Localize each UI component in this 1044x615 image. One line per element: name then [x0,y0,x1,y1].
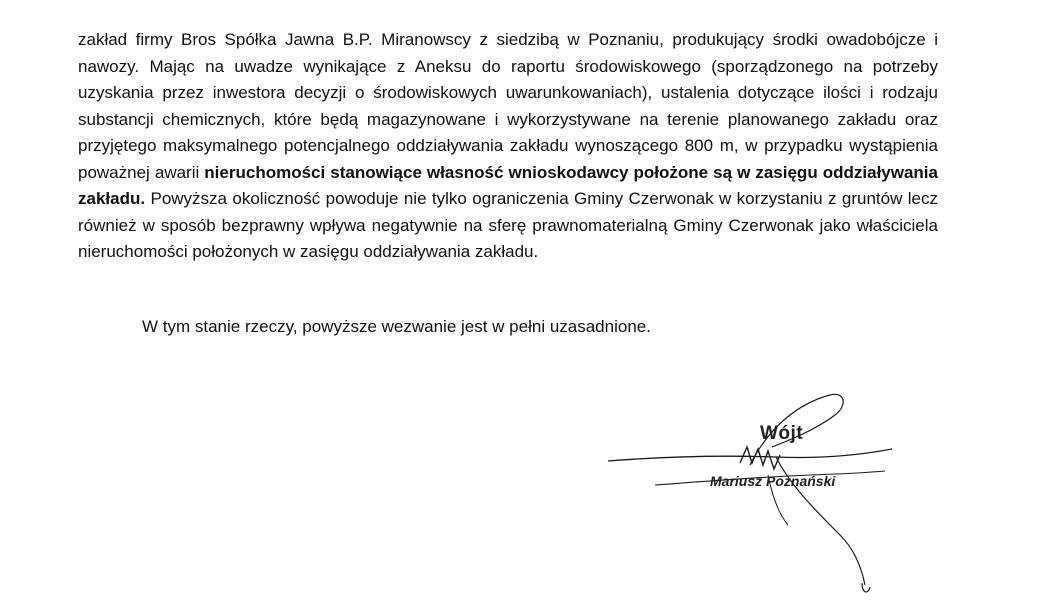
paragraph-lead-text: zakład firmy Bros Spółka Jawna B.P. Miranowscy z siedzibą w Poznaniu, produkujący środki owadobójcze i nawozy. Mając na uwadze wynikające z Aneksu do raportu środowiskowego (sporządzonego na potrzeby uzyskania przez inwestora decyzji o środowiskowych uwarunkowaniach), ustalenia dotyczące ilości i rodzaju substancji chemicznych, które będą magazynowane i wykorzystywane na terenie planowanego zakładu oraz przyjętego maksymalnego potencjalnego oddziaływania zakładu wynoszącego 800 m, w przypadku wystąpienia poważnej awarii [78,30,938,182]
stamp-title: Wójt [760,423,804,444]
signature-stamp [600,385,900,605]
conclusion-sentence: W tym stanie rzeczy, powyższe wezwanie jest w pełni uzasadnione. [142,317,651,336]
paragraph-tail-text: Powyższa okoliczność powoduje nie tylko ograniczenia Gminy Czerwonak w korzystaniu z gruntów lecz również w sposób bezprawny wpływa negatywnie na sferę prawnomaterialną Gminy Czerwonak jako właściciela nieruchomości położonych w zasięgu oddziaływania zakładu. [78,189,938,261]
paragraph-bold-text: nieruchomości stanowiące własność wnioskodawcy położone są w zasięgu oddziaływania zakładu. [78,162,938,208]
handwritten-signature [600,385,900,605]
main-paragraph [78,27,938,266]
stamp-name: Mariusz Poznański [710,473,836,489]
